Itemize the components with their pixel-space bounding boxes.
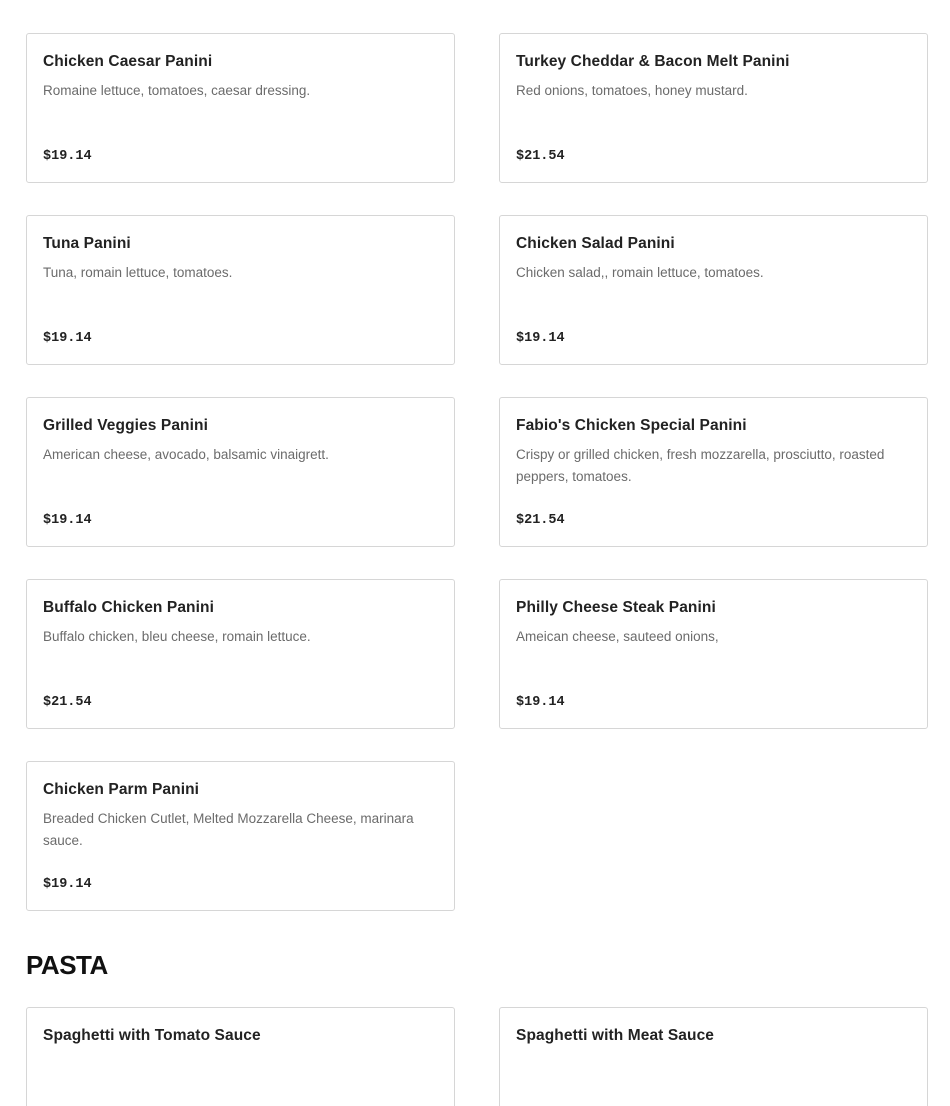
menu-item-name: Chicken Salad Panini	[516, 235, 675, 252]
menu-item-description: Ameican cheese, sauteed onions,	[516, 629, 719, 644]
menu-item-card[interactable]	[499, 33, 928, 183]
menu-item-price: $21.54	[43, 695, 92, 710]
menu-item-description: Buffalo chicken, bleu cheese, romain lettuce.	[43, 629, 311, 644]
menu-item-name: Turkey Cheddar & Bacon Melt Panini	[516, 53, 790, 70]
menu-item-price: $21.54	[516, 513, 565, 528]
menu-item-card[interactable]	[26, 397, 455, 547]
menu-item-card[interactable]	[26, 215, 455, 365]
menu-item-description: Tuna, romain lettuce, tomatoes.	[43, 265, 233, 280]
menu-item-name: Philly Cheese Steak Panini	[516, 599, 716, 616]
menu-item-card[interactable]	[26, 1007, 455, 1106]
menu-item-price: $19.14	[43, 513, 92, 528]
menu-item-name: Spaghetti with Tomato Sauce	[43, 1027, 261, 1044]
menu-item-price: $19.14	[516, 695, 565, 710]
menu-item-name: Buffalo Chicken Panini	[43, 599, 214, 616]
menu-item-description: Breaded Chicken Cutlet, Melted Mozzarella Cheese, marinara sauce.	[43, 811, 414, 848]
menu-item-card[interactable]	[26, 33, 455, 183]
menu-item-name: Fabio's Chicken Special Panini	[516, 417, 747, 434]
menu-item-price: $21.54	[516, 149, 565, 164]
menu-item-price: $19.14	[43, 877, 92, 892]
menu-item-description: American cheese, avocado, balsamic vinaigrett.	[43, 447, 329, 462]
menu-item-card[interactable]	[499, 1007, 928, 1106]
menu-item-card[interactable]	[499, 397, 928, 547]
menu-item-name: Spaghetti with Meat Sauce	[516, 1027, 715, 1044]
menu-item-name: Chicken Caesar Panini	[43, 53, 213, 70]
menu-item-price: $19.14	[43, 331, 92, 346]
section-title-pasta: PASTA	[26, 950, 108, 980]
menu-item-card[interactable]	[499, 215, 928, 365]
menu-item-description: Crispy or grilled chicken, fresh mozzarella, prosciutto, roasted peppers, tomatoes.	[516, 447, 885, 484]
menu-item-price: $19.14	[516, 331, 565, 346]
menu-item-name: Grilled Veggies Panini	[43, 417, 209, 434]
menu-item-card[interactable]	[26, 579, 455, 729]
menu-item-name: Chicken Parm Panini	[43, 781, 200, 798]
menu-item-card[interactable]	[26, 761, 455, 911]
menu-item-card[interactable]	[499, 579, 928, 729]
menu-item-name: Tuna Panini	[43, 235, 131, 252]
menu-item-description: Romaine lettuce, tomatoes, caesar dressing.	[43, 83, 311, 98]
menu-item-price: $19.14	[43, 149, 92, 164]
menu-item-description: Red onions, tomatoes, honey mustard.	[516, 83, 748, 98]
menu-item-description: Chicken salad,, romain lettuce, tomatoes.	[516, 265, 764, 280]
